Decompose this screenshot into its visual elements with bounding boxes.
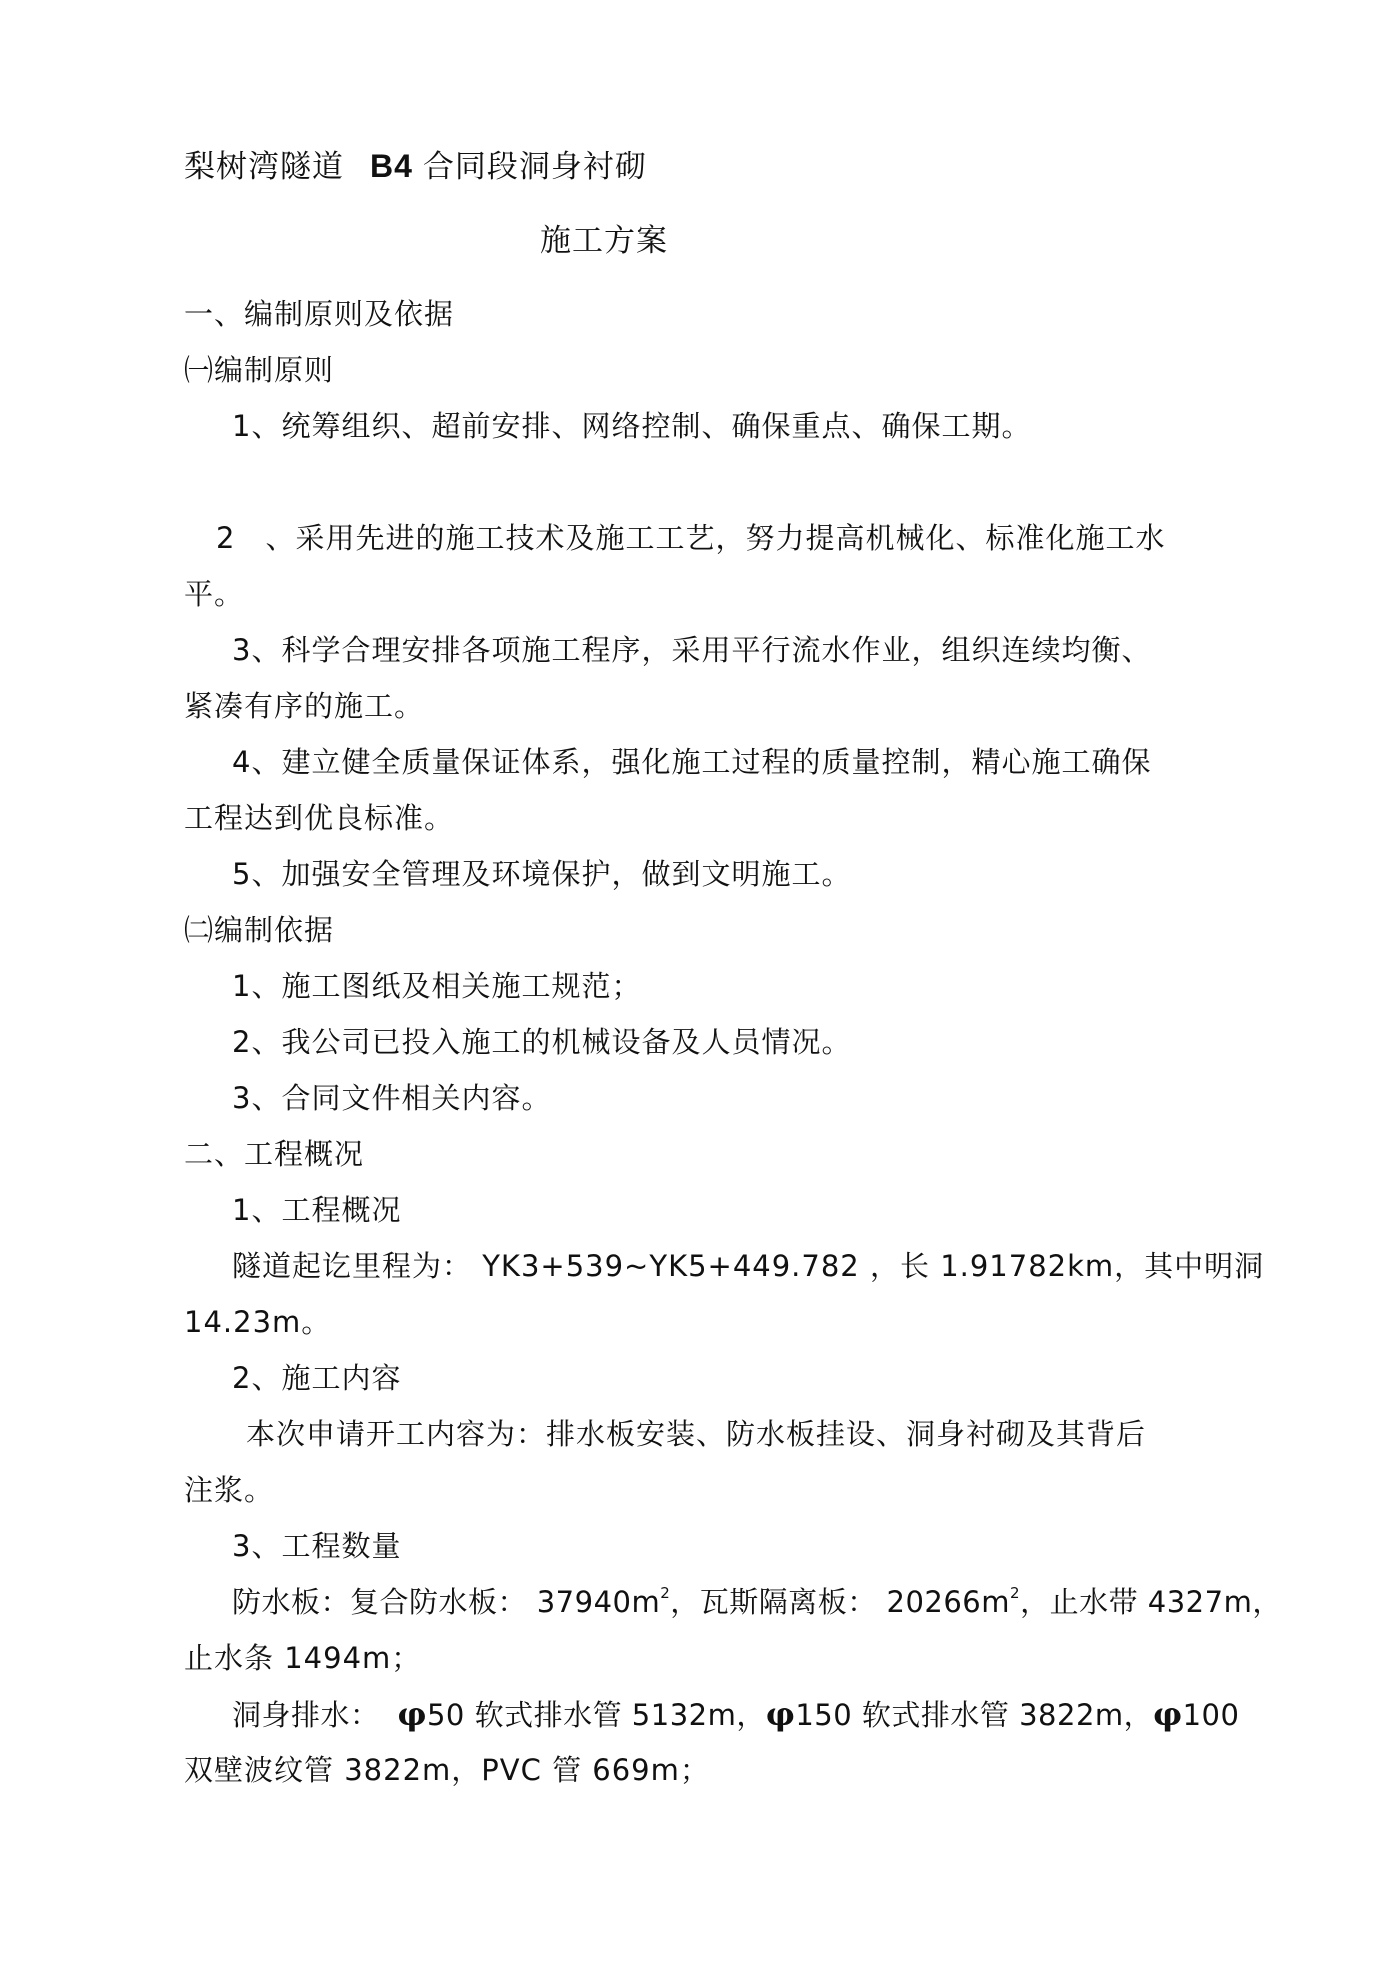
drainage-item-2: 150 软式排水管 3822m， — [795, 1698, 1154, 1732]
subsection-heading: 1、工程概况 — [232, 1193, 402, 1227]
superscript: 2 — [1010, 1584, 1021, 1602]
section-heading: 二、工程概况 — [184, 1137, 365, 1171]
title-bold: B4 — [370, 148, 413, 184]
list-item: 2、我公司已投入施工的机械设备及人员情况。 — [232, 1025, 852, 1059]
waterproof-text-c: ，止水带 4327m， — [1020, 1585, 1282, 1619]
paragraph-line: 双壁波纹管 3822m，PVC 管 669m； — [184, 1753, 710, 1787]
list-item-cont: 平。 — [184, 577, 245, 611]
list-item-cont: 紧凑有序的施工。 — [184, 689, 425, 723]
document-subtitle: 施工方案 — [540, 223, 668, 259]
document-title — [184, 148, 647, 185]
list-item: 1、施工图纸及相关施工规范； — [232, 969, 642, 1003]
subsection-heading: 3、工程数量 — [232, 1529, 402, 1563]
list-item: 3、合同文件相关内容。 — [232, 1081, 552, 1115]
paragraph-line: 隧道起讫里程为： YK3+539~YK5+449.782 ，长 1.91782km，其中明洞 — [232, 1249, 1265, 1283]
drainage-item-3: 100 — [1182, 1698, 1240, 1732]
title-post: 合同段洞身衬砌 — [422, 149, 647, 185]
subsection-heading: ㈡编制依据 — [184, 913, 335, 947]
list-item: 3、科学合理安排各项施工程序，采用平行流水作业，组织连续均衡、 — [232, 633, 1152, 667]
subsection-heading: ㈠编制原则 — [184, 353, 335, 387]
title-pre: 梨树湾隧道 — [184, 149, 344, 185]
waterproof-text-b: ，瓦斯隔离板： 20266m — [670, 1585, 1011, 1619]
subsection-heading: 2、施工内容 — [232, 1361, 402, 1395]
list-item: 2 、采用先进的施工技术及施工工艺，努力提高机械化、标准化施工水 — [216, 521, 1166, 555]
paragraph-line: 本次申请开工内容为：排水板安装、防水板挂设、洞身衬砌及其背后 — [246, 1417, 1147, 1451]
paragraph-line: 注浆。 — [184, 1473, 275, 1507]
superscript: 2 — [660, 1584, 671, 1602]
drainage-item-1: 50 软式排水管 5132m， — [426, 1698, 766, 1732]
list-item: 5、加强安全管理及环境保护，做到文明施工。 — [232, 857, 852, 891]
paragraph-line: 止水条 1494m； — [184, 1641, 422, 1675]
list-item-cont: 工程达到优良标准。 — [184, 801, 455, 835]
waterproof-text-a: 防水板：复合防水板： 37940m — [232, 1585, 661, 1619]
drainage-label: 洞身排水： — [232, 1698, 380, 1732]
quantity-line-waterproof — [232, 1584, 1282, 1620]
quantity-line-drainage — [232, 1696, 1239, 1733]
phi-symbol: φ — [1153, 1695, 1183, 1733]
list-item: 1、统筹组织、超前安排、网络控制、确保重点、确保工期。 — [232, 409, 1032, 443]
list-item: 4、建立健全质量保证体系，强化施工过程的质量控制，精心施工确保 — [232, 745, 1152, 779]
phi-symbol: φ — [397, 1695, 427, 1733]
section-heading: 一、编制原则及依据 — [184, 297, 455, 331]
paragraph-line: 14.23m。 — [184, 1305, 332, 1339]
phi-symbol: φ — [765, 1695, 796, 1733]
